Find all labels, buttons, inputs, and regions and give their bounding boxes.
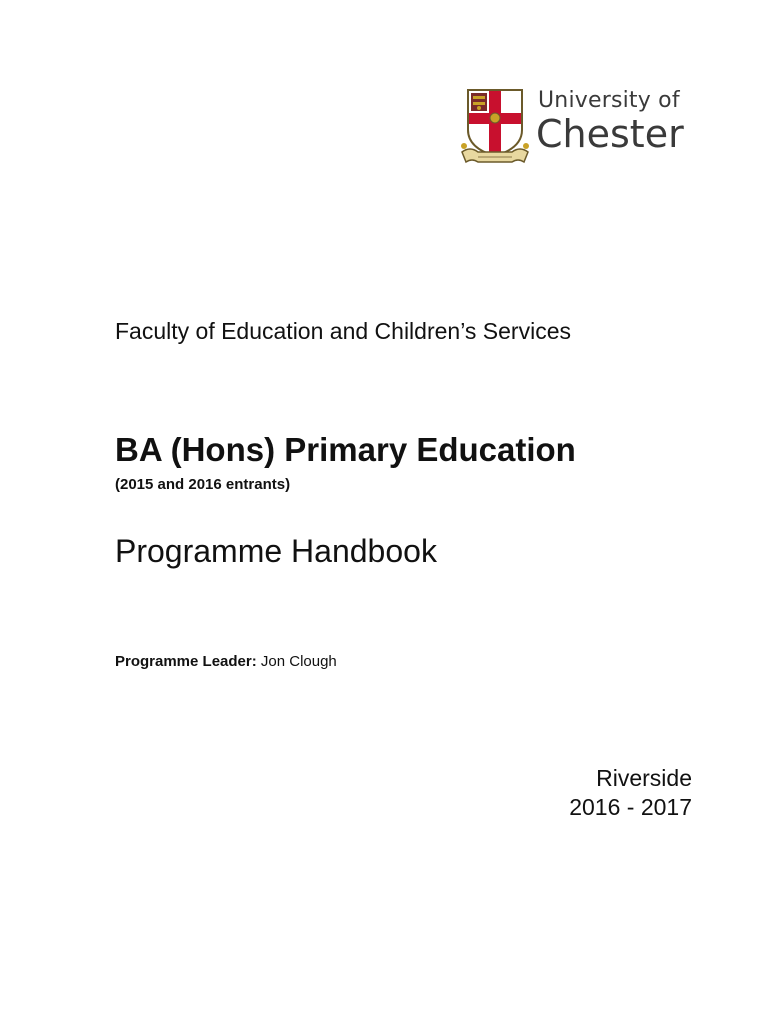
- programme-leader-label: Programme Leader:: [115, 653, 257, 670]
- university-crest-icon: [460, 86, 530, 166]
- wordmark-line-2: Chester: [536, 112, 684, 156]
- faculty-name: Faculty of Education and Children’s Services: [115, 318, 571, 344]
- wordmark-line-1: University of: [538, 88, 680, 113]
- academic-year: 2016 - 2017: [569, 794, 692, 820]
- campus-name: Riverside: [596, 765, 692, 791]
- campus-block: [569, 764, 692, 822]
- programme-leader-name: Jon Clough: [260, 653, 337, 670]
- document-type-heading: Programme Handbook: [115, 533, 437, 569]
- programme-entrants: (2015 and 2016 entrants): [115, 476, 291, 493]
- programme-title: BA (Hons) Primary Education: [115, 431, 576, 468]
- programme-leader: [115, 653, 337, 670]
- university-logo: [460, 86, 696, 168]
